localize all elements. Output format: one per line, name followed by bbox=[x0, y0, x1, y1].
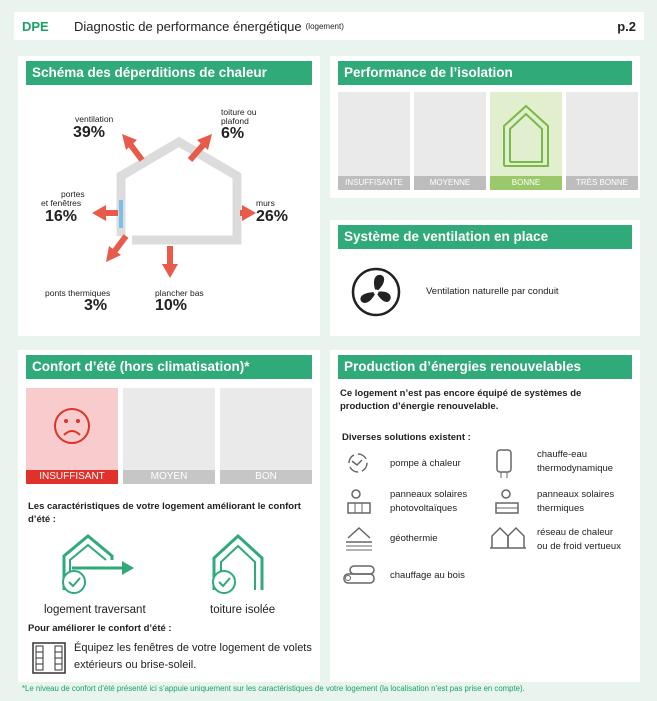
portes-label-2: et fenêtres bbox=[41, 198, 82, 208]
insulation-level-label: BONNE bbox=[490, 176, 562, 190]
portes-label-1: portes bbox=[61, 189, 85, 199]
comfort-level-moyen bbox=[123, 388, 215, 484]
shutters-icon bbox=[32, 642, 66, 674]
murs-value: 26% bbox=[256, 208, 289, 225]
comfort-characteristics-text: Les caractéristiques de votre logement améliorant le confort d’été : bbox=[28, 501, 301, 526]
insulation-level-label: TRÈS BONNE bbox=[566, 176, 638, 190]
murs-label: murs bbox=[256, 198, 275, 208]
insulation-level-moyenne bbox=[414, 92, 486, 190]
crossing-house-label: logement traversant bbox=[44, 604, 146, 616]
arrow-ventilation bbox=[122, 134, 142, 160]
ventilation-value: 39% bbox=[73, 124, 106, 141]
comfort-level-insuffisant bbox=[26, 388, 118, 484]
insulation-level-bonne bbox=[490, 92, 562, 190]
geothermal-label: géothermie bbox=[390, 533, 438, 544]
toiture-value: 6% bbox=[221, 125, 245, 142]
wood-heating-label: chauffage au bois bbox=[390, 570, 465, 581]
improve-comfort-text: Équipez les fenêtres de votre logement de volets extérieurs ou brise-soleil. bbox=[74, 642, 312, 671]
heat-loss-panel bbox=[18, 56, 320, 336]
comfort-level-label: MOYEN bbox=[123, 470, 215, 484]
water-heater-label-2: thermodynamique bbox=[537, 463, 614, 474]
insulated-roof-label: toiture isolée bbox=[210, 604, 276, 616]
arrow-plancher bbox=[162, 246, 178, 278]
house-insulation-icon bbox=[490, 92, 562, 176]
wood-logs-icon bbox=[342, 564, 376, 586]
ponts-label: ponts thermiques bbox=[45, 288, 111, 298]
thermal-label-2: thermiques bbox=[537, 503, 584, 514]
fan-icon bbox=[350, 266, 402, 318]
summer-comfort-title: Confort d’été (hors climatisation)* bbox=[26, 355, 312, 379]
heat-network-label-1: réseau de chaleur bbox=[537, 527, 614, 538]
geothermal-icon bbox=[344, 524, 374, 552]
toiture-label-1: toiture ou bbox=[221, 107, 257, 117]
renewable-title: Production d’énergies renouvelables bbox=[338, 355, 632, 379]
insulated-roof-icon bbox=[208, 530, 278, 598]
plancher-label: plancher bas bbox=[155, 288, 204, 298]
comfort-level-label: BON bbox=[220, 470, 312, 484]
water-heater-label-1: chauffe-eau bbox=[537, 449, 588, 460]
page-header bbox=[14, 12, 644, 40]
insulation-level-label: INSUFFISANTE bbox=[338, 176, 410, 190]
heat-network-icon bbox=[490, 524, 526, 550]
comfort-level-bon bbox=[220, 388, 312, 484]
pv-label-1: panneaux solaires bbox=[390, 489, 468, 500]
ventilation-label: ventilation bbox=[75, 114, 114, 124]
heat-pump-label: pompe à chaleur bbox=[390, 458, 461, 469]
water-heater-icon bbox=[492, 448, 516, 480]
dpe-tag: DPE bbox=[22, 18, 49, 34]
ventilation-panel bbox=[330, 220, 640, 336]
portes-value: 16% bbox=[45, 208, 78, 225]
solar-thermal-icon bbox=[492, 486, 522, 516]
comfort-level-label: INSUFFISANT bbox=[26, 470, 118, 484]
insulation-panel bbox=[330, 56, 640, 198]
arrow-murs bbox=[240, 205, 256, 221]
ventilation-title: Système de ventilation en place bbox=[338, 225, 632, 249]
ventilation-system-text: Ventilation naturelle par conduit bbox=[426, 286, 559, 297]
solutions-title: Diverses solutions existent : bbox=[342, 432, 471, 443]
insulation-title: Performance de l’isolation bbox=[338, 61, 632, 85]
pv-label-2: photovoltaïques bbox=[390, 503, 458, 514]
arrow-ponts bbox=[106, 236, 126, 262]
page-subtitle: (logement) bbox=[305, 21, 344, 31]
insulation-level-label: MOYENNE bbox=[414, 176, 486, 190]
thermal-label-1: panneaux solaires bbox=[537, 489, 615, 500]
summer-comfort-panel bbox=[18, 350, 320, 682]
ponts-value: 3% bbox=[84, 297, 108, 314]
insulation-level-tres-bonne bbox=[566, 92, 638, 190]
renewable-panel bbox=[330, 350, 640, 682]
insulation-level-insuffisante bbox=[338, 92, 410, 190]
footnote: *Le niveau de confort d’été présenté ici s’appuie uniquement sur les caractéristiques de votre logement (la localisation n’est pas prise en compte). bbox=[22, 684, 525, 693]
page-title: Diagnostic de performance énergétique bbox=[74, 18, 302, 34]
toiture-label-2: plafond bbox=[221, 116, 249, 126]
sad-face-icon bbox=[26, 388, 118, 470]
improve-comfort-title: Pour améliorer le confort d’été : bbox=[28, 623, 172, 634]
heat-pump-icon bbox=[344, 450, 372, 476]
plancher-value: 10% bbox=[155, 297, 188, 314]
renewable-intro: Ce logement n’est pas encore équipé de systèmes de production d’énergie renouvelable. bbox=[340, 388, 582, 413]
heat-loss-title: Schéma des déperditions de chaleur bbox=[26, 61, 312, 85]
arrow-portes bbox=[92, 205, 118, 221]
heat-network-label-2: ou de froid vertueux bbox=[537, 541, 621, 552]
crossing-house-icon bbox=[58, 530, 138, 598]
solar-panel-icon bbox=[344, 486, 374, 516]
page-number: p.2 bbox=[617, 18, 636, 34]
